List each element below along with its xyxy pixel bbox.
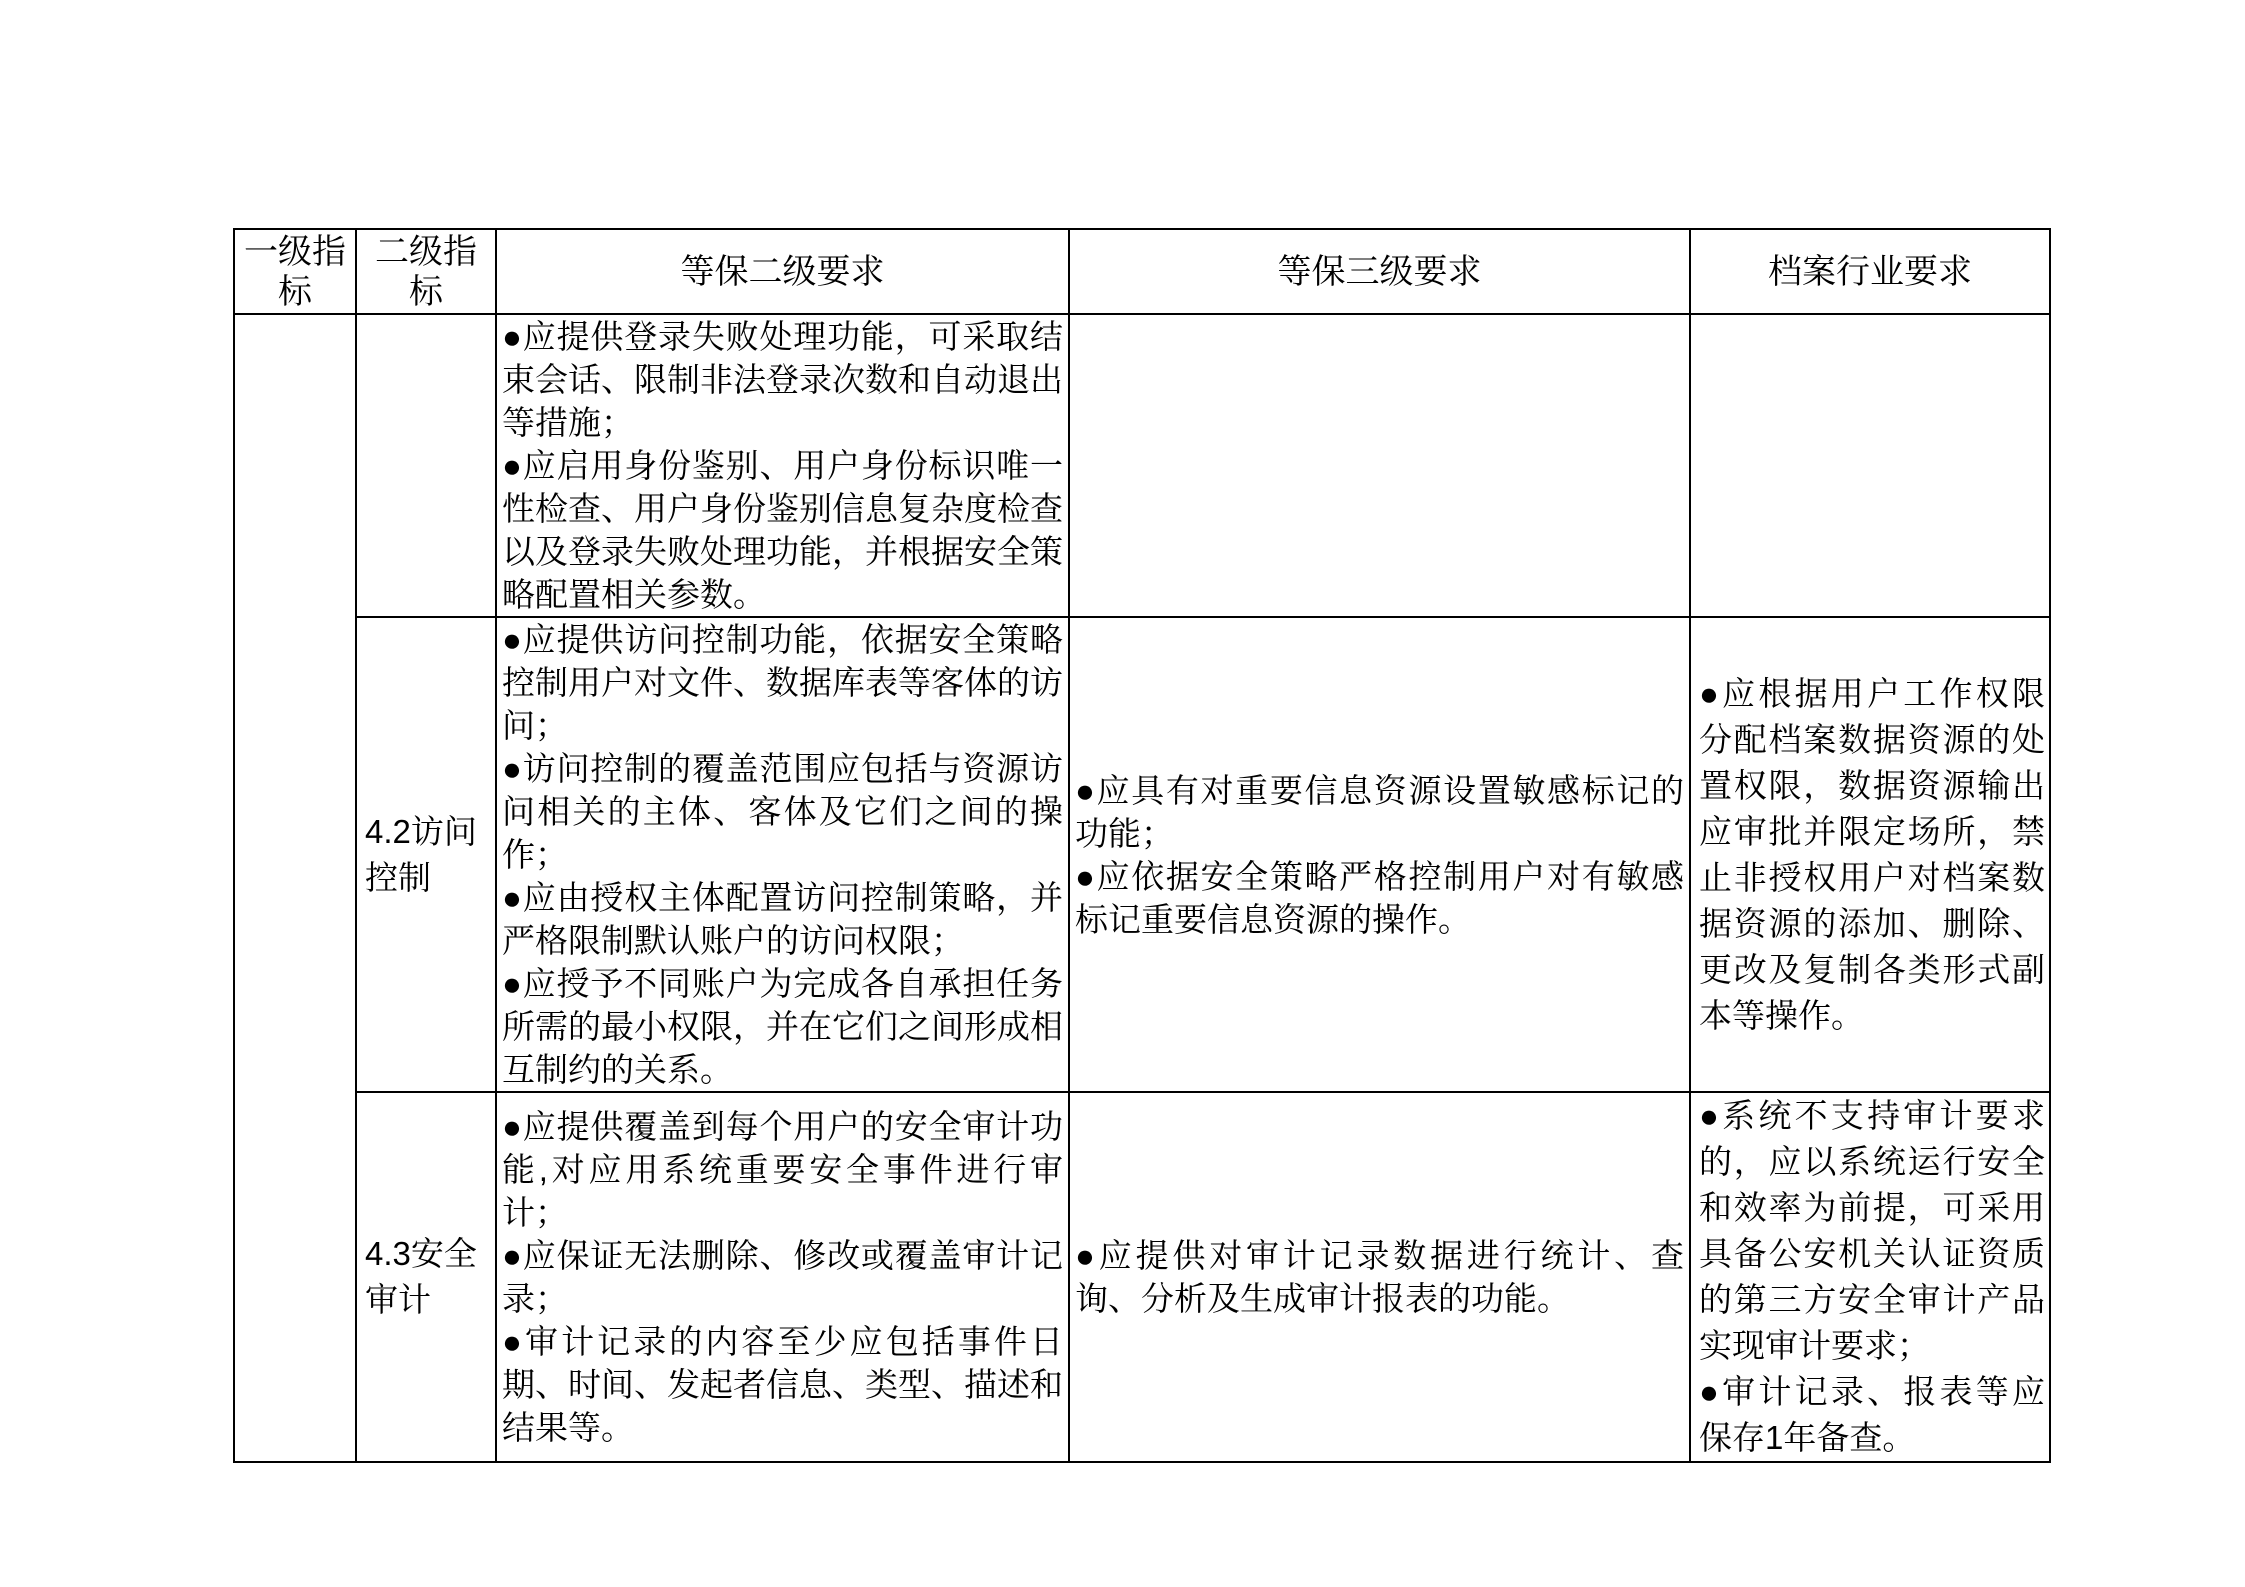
bullet-item: ●审计记录、报表等应保存1年备查。: [1699, 1373, 2045, 1456]
bullet-item: ●访问控制的覆盖范围应包括与资源访问相关的主体、客体及它们之间的操作；: [502, 750, 1063, 873]
cell-level2-indicator-access-control: 4.2访问控制: [356, 617, 496, 1092]
cell-grade3-requirements-security-audit: [1069, 1092, 1690, 1462]
cell-archive-requirements-access-control: [1690, 617, 2050, 1092]
cell-grade2-requirements-row1: [496, 314, 1069, 617]
bullet-item: ●应保证无法删除、修改或覆盖审计记录；: [502, 1237, 1063, 1317]
table-header-row: [234, 229, 2050, 314]
column-header-grade2-requirements: 等保二级要求: [496, 229, 1069, 314]
cell-archive-requirements-security-audit: [1690, 1092, 2050, 1462]
cell-grade3-requirements-access-control: [1069, 617, 1690, 1092]
bullet-item: ●系统不支持审计要求的，应以系统运行安全和效率为前提，可采用具备公安机关认证资质的第三方安全审计产品实现审计要求；: [1699, 1097, 2045, 1364]
column-header-grade3-requirements: 等保三级要求: [1069, 229, 1690, 314]
bullet-item: ●应提供覆盖到每个用户的安全审计功能,对应用系统重要安全事件进行审计；: [502, 1108, 1063, 1231]
bullet-item: ●应提供对审计记录数据进行统计、查询、分析及生成审计报表的功能。: [1075, 1237, 1684, 1317]
bullet-item: ●应授予不同账户为完成各自承担任务所需的最小权限，并在它们之间形成相互制约的关系。: [502, 965, 1063, 1088]
bullet-item: ●应依据安全策略严格控制用户对有敏感标记重要信息资源的操作。: [1075, 857, 1684, 938]
bullet-item: ●应提供登录失败处理功能，可采取结束会话、限制非法登录次数和自动退出等措施；: [502, 318, 1063, 441]
bullet-item: ●应根据用户工作权限分配档案数据资源的处置权限，数据资源输出应审批并限定场所，禁止非授权用户对档案数据资源的添加、删除、更改及复制各类形式副本等操作。: [1699, 674, 2045, 1034]
table-row: [234, 617, 2050, 1092]
bullet-item: ●应提供访问控制功能，依据安全策略控制用户对文件、数据库表等客体的访问；: [502, 621, 1063, 744]
cell-level2-indicator-row1: [356, 314, 496, 617]
bullet-item: ●应启用身份鉴别、用户身份标识唯一性检查、用户身份鉴别信息复杂度检查以及登录失败处理功能，并根据安全策略配置相关参数。: [502, 447, 1063, 613]
bullet-item: ●应具有对重要信息资源设置敏感标记的功能；: [1075, 771, 1684, 852]
table-row: [234, 314, 2050, 617]
requirements-table: [233, 228, 2051, 1463]
column-header-level1-indicator: 一级指标: [234, 229, 356, 314]
cell-grade3-requirements-row1: [1069, 314, 1690, 617]
cell-grade2-requirements-access-control: [496, 617, 1069, 1092]
table-row: [234, 1092, 2050, 1462]
cell-archive-requirements-row1: [1690, 314, 2050, 617]
bullet-item: ●审计记录的内容至少应包括事件日期、时间、发起者信息、类型、描述和结果等。: [502, 1323, 1063, 1446]
cell-level1-indicator-merged: [234, 314, 356, 1462]
column-header-archive-industry-requirements: 档案行业要求: [1690, 229, 2050, 314]
column-header-level2-indicator: 二级指标: [356, 229, 496, 314]
cell-grade2-requirements-security-audit: [496, 1092, 1069, 1462]
bullet-item: ●应由授权主体配置访问控制策略，并严格限制默认账户的访问权限；: [502, 879, 1063, 959]
cell-level2-indicator-security-audit: 4.3安全审计: [356, 1092, 496, 1462]
